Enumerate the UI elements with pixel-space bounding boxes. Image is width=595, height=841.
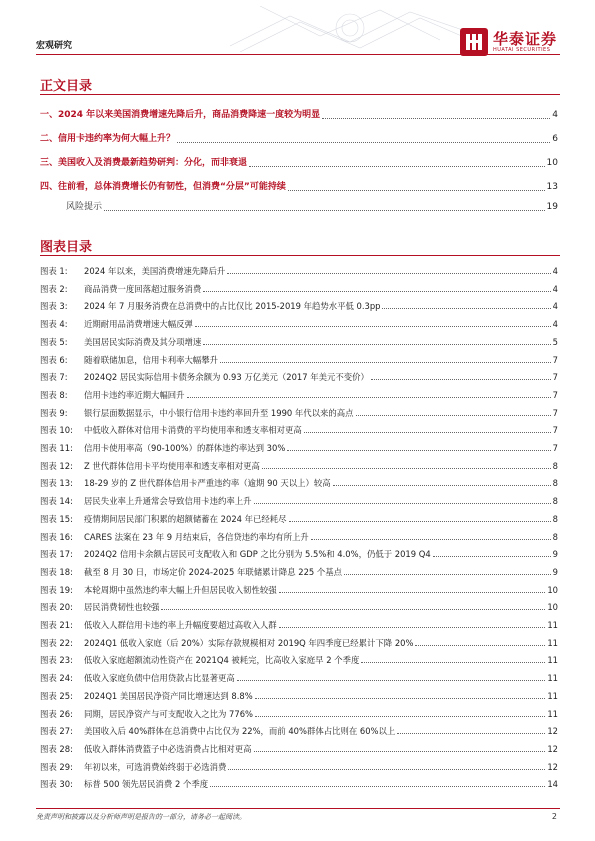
figure-page: 7	[552, 443, 558, 453]
figure-leader	[254, 751, 546, 752]
figure-list-item[interactable]	[40, 301, 558, 311]
figure-label: 图表 9:	[40, 407, 68, 418]
figure-label: 图表 25:	[40, 690, 73, 701]
figure-leader	[287, 450, 550, 451]
figure-list-item[interactable]	[40, 532, 558, 542]
figure-title: 低收入家庭负债中信用贷款占比显著更高	[84, 673, 235, 684]
figure-list-item[interactable]	[40, 443, 558, 453]
figure-leader	[203, 344, 550, 345]
figure-title: 本轮周期中虽然违约率大幅上升但居民收入韧性较强	[84, 584, 277, 595]
figure-page: 8	[552, 531, 558, 542]
figure-title: 中低收入群体对信用卡消费的平均使用率和透支率相对更高	[84, 425, 302, 436]
figure-label: 图表 13:	[40, 478, 73, 489]
figure-leader	[255, 716, 545, 717]
figure-list-item[interactable]	[40, 372, 558, 382]
figure-label: 图表 15:	[40, 513, 73, 524]
figure-list-item[interactable]	[40, 691, 558, 701]
figure-title: 2024 年以来，美国消费增速先降后升	[84, 266, 226, 276]
figure-leader	[415, 645, 545, 646]
figure-page: 8	[552, 513, 558, 524]
figure-page: 4	[552, 266, 558, 276]
figure-list-item[interactable]	[40, 762, 558, 772]
footer-rule	[36, 808, 560, 809]
figure-label: 图表 10:	[40, 425, 73, 436]
figure-label: 图表 23:	[40, 655, 73, 666]
figure-list-title: 图表目录	[40, 240, 93, 255]
figure-leader	[433, 556, 551, 557]
header-decoration	[230, 6, 480, 52]
figure-list-item[interactable]	[40, 266, 558, 276]
logo-en-text: HUATAI SECURITIES	[492, 46, 551, 53]
toc-item-page: 4	[552, 110, 558, 120]
figure-page: 11	[547, 620, 558, 630]
figure-list-item[interactable]	[40, 496, 558, 506]
toc-item-text: 三、美国收入及消费最新趋势研判：分化，而非衰退	[40, 158, 248, 168]
figure-leader	[228, 769, 545, 770]
figure-title: 居民消费韧性也较强	[84, 602, 160, 613]
figure-leader	[210, 786, 545, 787]
figure-label: 图表 30:	[40, 779, 73, 790]
figure-page: 11	[547, 690, 558, 701]
figure-list-item[interactable]	[40, 673, 558, 683]
header-rule	[36, 54, 560, 55]
toc-leader	[249, 166, 545, 167]
figure-page: 10	[547, 602, 558, 613]
figure-label: 图表 7:	[40, 372, 68, 383]
figure-list-item[interactable]	[40, 779, 558, 789]
figure-list-item[interactable]	[40, 337, 558, 347]
figure-title: 2024Q1 美国居民净资产同比增速达到 8.8%	[84, 690, 253, 701]
figure-list-item[interactable]	[40, 390, 558, 400]
figure-page: 8	[552, 460, 558, 471]
figure-leader	[220, 362, 551, 363]
figure-label: 图表 19:	[40, 584, 73, 595]
figure-list-item[interactable]	[40, 709, 558, 719]
toc-title: 正文目录	[40, 79, 93, 94]
figure-list-item[interactable]	[40, 319, 558, 329]
figure-leader	[237, 680, 546, 681]
toc-leader	[177, 142, 550, 143]
figure-label: 图表 3:	[40, 301, 68, 312]
figure-label: 图表 2:	[40, 283, 68, 294]
figure-title: Z 世代群体信用卡平均使用率和透支率相对更高	[84, 460, 260, 471]
toc-leader	[104, 210, 545, 211]
figure-list-item[interactable]	[40, 461, 558, 471]
figure-title: 2024Q2 居民实际信用卡债务余额为 0.93 万亿美元（2017 年美元不变价）	[84, 372, 369, 383]
company-logo	[460, 28, 557, 56]
toc-leader	[322, 118, 550, 119]
figure-list-item[interactable]	[40, 602, 558, 612]
report-category: 宏观研究	[36, 41, 73, 51]
figure-page: 8	[552, 478, 558, 489]
figure-label: 图表 22:	[40, 637, 73, 648]
figure-list-item[interactable]	[40, 284, 558, 294]
figure-leader	[279, 627, 546, 628]
figure-label: 图表 5:	[40, 336, 68, 347]
figure-list-item[interactable]	[40, 478, 558, 488]
figure-list-title-rule	[40, 255, 560, 256]
toc-item-text: 二、信用卡违约率为何大幅上升？	[40, 134, 176, 144]
figure-label: 图表 1:	[40, 266, 68, 276]
figure-leader	[356, 415, 551, 416]
figure-page: 14	[547, 779, 558, 790]
figure-page: 7	[552, 389, 558, 400]
figure-list-item[interactable]	[40, 585, 558, 595]
figure-leader	[361, 662, 545, 663]
figure-page: 9	[552, 566, 558, 577]
figure-leader	[203, 291, 550, 292]
toc-item-page: 13	[546, 182, 558, 192]
figure-title: 低收入群体消费篮子中必选消费占比相对更高	[84, 743, 252, 754]
figure-leader	[344, 574, 551, 575]
figure-title: 信用卡违约率近期大幅回升	[84, 389, 185, 400]
figure-leader	[195, 326, 551, 327]
figure-label: 图表 8:	[40, 389, 68, 400]
figure-list-item[interactable]	[40, 744, 558, 754]
figure-title: 18-29 岁的 Z 世代群体信用卡严重违约率（逾期 90 天以上）较高	[84, 478, 331, 489]
figure-leader	[279, 592, 546, 593]
figure-leader	[304, 432, 551, 433]
figure-page: 8	[552, 496, 558, 507]
figure-list-item[interactable]	[40, 655, 558, 665]
figure-title: 银行层面数据显示，中小银行信用卡违约率回升至 1990 年代以来的高点	[84, 407, 354, 418]
figure-page: 11	[547, 637, 558, 648]
figure-leader	[227, 273, 550, 274]
figure-list-item[interactable]	[40, 408, 558, 418]
figure-title: 疫情期间居民部门积累的超额储蓄在 2024 年已经耗尽	[84, 513, 287, 524]
figure-list-item[interactable]	[40, 355, 558, 365]
toc-item[interactable]	[40, 158, 558, 169]
toc-leader	[288, 190, 545, 191]
figure-leader	[333, 485, 551, 486]
figure-page: 9	[552, 549, 558, 560]
figure-title: 截至 8 月 30 日，市场定价 2024-2025 年联储累计降息 225 个基点	[84, 566, 343, 577]
figure-list-item[interactable]	[40, 425, 558, 435]
figure-title: 同期，居民净资产与可支配收入之比为 776%	[84, 708, 253, 719]
huatai-logo-icon	[460, 28, 488, 56]
figure-label: 图表 18:	[40, 566, 73, 577]
figure-list-item[interactable]	[40, 567, 558, 577]
figure-leader	[382, 308, 550, 309]
figure-page: 7	[552, 425, 558, 436]
figure-label: 图表 21:	[40, 620, 73, 630]
figure-title: 低收入人群信用卡违约率上升幅度要超过高收入人群	[84, 620, 277, 630]
figure-page: 7	[552, 354, 558, 365]
figure-list-item[interactable]	[40, 620, 558, 630]
figure-label: 图表 11:	[40, 443, 73, 453]
figure-title: 美国收入后 40%群体在总消费中占比仅为 22%，而前 40%群体占比则在 60%以上	[84, 726, 396, 737]
figure-list-item[interactable]	[40, 726, 558, 736]
figure-page: 4	[552, 283, 558, 294]
figure-title: 标普 500 领先居民消费 2 个季度	[84, 779, 209, 790]
toc-item[interactable]	[66, 202, 558, 213]
figure-page: 12	[547, 743, 558, 754]
figure-title: 2024Q2 信用卡余额占居民可支配收入和 GDP 之比分别为 5.5%和 4.0%，仍低于 2019 Q4	[84, 549, 431, 560]
figure-label: 图表 16:	[40, 531, 73, 542]
figure-leader	[262, 468, 551, 469]
toc-item-page: 19	[546, 202, 558, 212]
figure-page: 11	[547, 673, 558, 684]
figure-page: 10	[547, 584, 558, 595]
toc-item[interactable]	[40, 134, 558, 145]
figure-list-item[interactable]	[40, 549, 558, 559]
figure-page: 4	[552, 301, 558, 312]
figure-title: 商品消费一度回落超过服务消费	[84, 283, 202, 294]
figure-title: 低收入家庭超额流动性资产在 2021Q4 被耗完，比高收入家庭早 2 个季度	[84, 655, 360, 666]
figure-page: 7	[552, 407, 558, 418]
figure-leader	[397, 733, 545, 734]
figure-page: 12	[547, 761, 558, 772]
figure-leader	[161, 609, 545, 610]
toc-item-text: 四、往前看，总体消费增长仍有韧性，但消费“分层”可能持续	[40, 182, 286, 192]
figure-page: 12	[547, 726, 558, 737]
toc-item-page: 6	[552, 134, 558, 144]
toc-item-page: 10	[546, 158, 558, 168]
figure-label: 图表 4:	[40, 319, 68, 330]
figure-page: 7	[552, 372, 558, 383]
figure-label: 图表 12:	[40, 460, 73, 471]
figure-label: 图表 28:	[40, 743, 73, 754]
page-number: 2	[551, 812, 557, 821]
figure-title: 2024Q1 低收入家庭（后 20%）实际存款规模相对 2019Q 年四季度已经累计下降 20%	[84, 637, 414, 648]
figure-title: 信用卡使用率高（90-100%）的群体违约率达到 30%	[84, 443, 286, 453]
figure-leader	[255, 698, 546, 699]
figure-label: 图表 20:	[40, 602, 73, 613]
figure-leader	[254, 503, 551, 504]
figure-label: 图表 27:	[40, 726, 73, 737]
figure-title: 美国居民实际消费及其分项增速	[84, 336, 202, 347]
logo-cn-text: 华泰证券	[492, 29, 557, 48]
toc-item[interactable]	[40, 110, 558, 121]
figure-page: 11	[547, 708, 558, 719]
figure-title: 2024 年 7 月服务消费在总消费中的占比仅比 2015-2019 年趋势水平低 0.3pp	[84, 301, 381, 312]
figure-leader	[289, 521, 551, 522]
figure-label: 图表 14:	[40, 496, 73, 507]
figure-leader	[311, 539, 551, 540]
figure-title: 居民失业率上升通常会导致信用卡违约率上升	[84, 496, 252, 507]
figure-list-item[interactable]	[40, 638, 558, 648]
figure-title: 随着联储加息，信用卡利率大幅攀升	[84, 354, 218, 365]
figure-label: 图表 29:	[40, 761, 73, 772]
figure-page: 5	[552, 336, 558, 347]
figure-leader	[187, 397, 551, 398]
figure-page: 4	[552, 319, 558, 330]
toc-item-text: 风险提示	[66, 202, 103, 212]
toc-title-rule	[40, 94, 560, 95]
figure-list-item[interactable]	[40, 514, 558, 524]
figure-label: 图表 26:	[40, 708, 73, 719]
figure-title: 年初以来，可选消费始终弱于必选消费	[84, 761, 227, 772]
figure-leader	[371, 379, 551, 380]
figure-label: 图表 24:	[40, 673, 73, 684]
figure-page: 11	[547, 655, 558, 666]
figure-title: 近期耐用品消费增速大幅反弹	[84, 319, 193, 330]
disclaimer-note: 免责声明和披露以及分析师声明是报告的一部分，请务必一起阅读。	[36, 813, 246, 821]
figure-label: 图表 17:	[40, 549, 73, 560]
figure-title: CARES 法案在 23 年 9 月结束后，各信贷违约率均有所上升	[84, 531, 309, 542]
toc-item-text: 一、2024 年以来美国消费增速先降后升，商品消费降速一度较为明显	[40, 110, 321, 120]
toc-item[interactable]	[40, 182, 558, 193]
figure-label: 图表 6:	[40, 354, 68, 365]
